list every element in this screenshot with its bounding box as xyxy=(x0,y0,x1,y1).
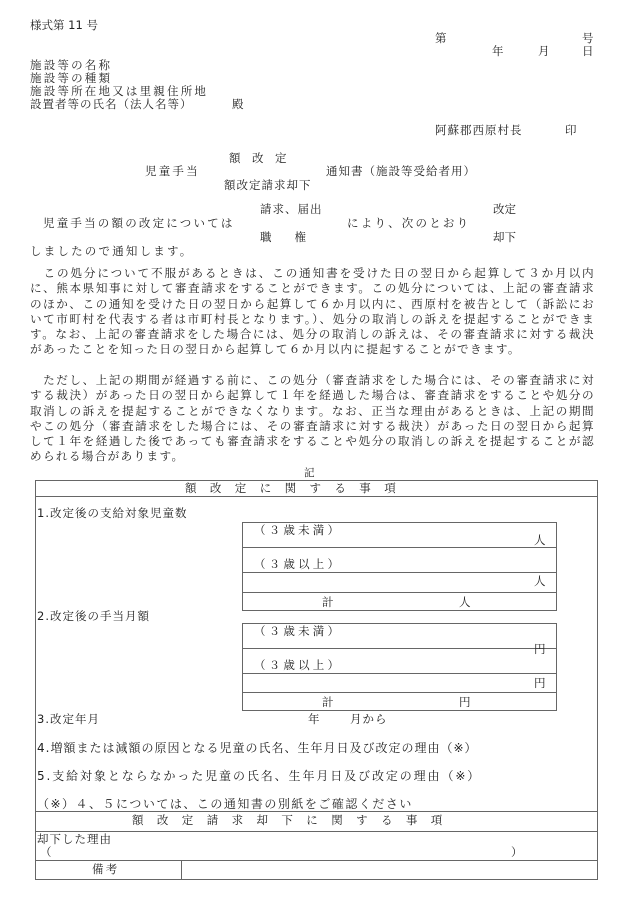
remarks-divider xyxy=(35,860,598,861)
monthly-amount-divider xyxy=(242,648,557,649)
monthly-amount-total-label: 計 xyxy=(322,695,334,709)
result-lower: 却下 xyxy=(493,230,516,244)
item1-label: 1.改定後の支給対象児童数 xyxy=(37,506,188,520)
revision-month-from: 月から xyxy=(350,712,388,726)
monthly-amount-over3-unit: 円 xyxy=(534,676,546,690)
monthly-amount-under3-label: （３歳未満） xyxy=(254,624,343,638)
rejection-reason-paren-open: （ xyxy=(40,845,52,859)
notice-paragraph-1: この処分について不服があるときは、この通知書を受けた日の翌日から起算して３か月以内に、熊本県知事に対して審査請求をすることができます。この処分については、上記の審査請求のほか、この通知を受けた日の翌日から起算して６か月以内に、西原村を被告として（訴訟において市町村を代表する者は市町村長となります。）、処分の取消しの訴えを提起することができます。なお、上記の審査請求をした場合には、処分の取消しの訴えは、その審査請求に対する裁決があったことを知った日の翌日から起算して６か月以内に提起することができます。 xyxy=(30,266,595,357)
operator-name-label: 設置者等の氏名（法人名等） xyxy=(30,97,193,111)
ki-mark: 記 xyxy=(304,467,315,479)
doc-number-suffix: 号 xyxy=(582,31,594,45)
child-count-divider xyxy=(242,547,557,548)
child-count-total-label: 計 xyxy=(322,595,334,609)
date-day: 日 xyxy=(582,44,594,58)
item5-label: 5.支給対象とならなかった児童の氏名、生年月日及び改定の理由（※） xyxy=(37,769,482,783)
monthly-amount-divider xyxy=(242,673,557,674)
basis-upper: 請求、届出 xyxy=(260,202,323,216)
child-count-divider xyxy=(242,592,557,593)
item2-label: 2.改定後の手当月額 xyxy=(37,609,150,623)
child-count-under3-unit: 人 xyxy=(534,533,546,547)
item4-label: 4.増額または減額の原因となる児童の氏名、生年月日及び改定の理由（※） xyxy=(37,741,478,755)
child-count-divider xyxy=(242,572,557,573)
child-count-over3-unit: 人 xyxy=(534,574,546,588)
revision-heading: 額改定に関する事項 xyxy=(185,481,410,495)
rejection-reason-label: 却下した理由 xyxy=(37,832,112,846)
notice-paragraph-2: ただし、上記の期間が経過する前に、この処分（審査請求をした場合には、その審査請求に対する裁決）があった日の翌日から起算して１年を経過した場合は、審査請求をすることや処分の取消しの訴えを提起することができなくなります。なお、正当な理由があるときは、上記の期間やこの処分（審査請求をした場合には、その審査請求に対する裁決）があった日の翌日から起算して１年を経過した後であっても審査請求をすることや処分の取消しの訴えを提起することが認められる場合があります。 xyxy=(30,373,595,464)
intro-middle: により、次のとおり xyxy=(347,216,471,230)
basis-lower: 職 権 xyxy=(260,230,306,244)
title-prefix: 児童手当 xyxy=(145,164,200,178)
rejection-heading-divider xyxy=(35,831,598,832)
facility-name-label: 施設等の名称 xyxy=(30,58,113,72)
issuer-name: 阿蘇郡西原村長 xyxy=(435,123,523,137)
revision-heading-divider xyxy=(35,496,598,497)
rejection-heading: 額改定請求却下に関する事項 xyxy=(132,813,456,827)
child-count-under3-label: （３歳未満） xyxy=(254,523,343,537)
rejection-reason-paren-close: ） xyxy=(511,845,523,859)
facility-type-label: 施設等の種類 xyxy=(30,71,113,85)
item3-label: 3.改定年月 xyxy=(37,712,100,726)
date-year: 年 xyxy=(492,44,504,58)
title-lower-option: 額改定請求却下 xyxy=(224,178,312,192)
date-month: 月 xyxy=(538,44,550,58)
remarks-label: 備考 xyxy=(92,862,120,876)
monthly-amount-divider xyxy=(242,692,557,693)
monthly-amount-under3-unit: 円 xyxy=(534,642,546,656)
honorific: 殿 xyxy=(232,97,244,111)
intro-lead: 児童手当の額の改定については xyxy=(43,216,235,230)
annex-note: （※）４、５については、この通知書の別紙をご確認ください xyxy=(37,797,413,811)
child-count-over3-label: （３歳以上） xyxy=(254,557,343,571)
revision-year: 年 xyxy=(308,712,320,726)
monthly-amount-over3-label: （３歳以上） xyxy=(254,658,343,672)
title-suffix: 通知書（施設等受給者用） xyxy=(326,164,476,178)
intro-closing: しましたので通知します。 xyxy=(30,244,194,258)
title-upper-option: 額 改 定 xyxy=(229,151,287,165)
doc-number-prefix: 第 xyxy=(435,31,447,45)
form-number: 様式第 11 号 xyxy=(30,18,98,32)
result-upper: 改定 xyxy=(493,202,516,216)
facility-address-label: 施設等所在地又は里親住所地 xyxy=(30,84,209,98)
seal-mark: 印 xyxy=(565,123,577,137)
child-count-total-unit: 人 xyxy=(459,595,471,609)
monthly-amount-total-unit: 円 xyxy=(459,695,471,709)
remarks-column-divider xyxy=(181,860,182,880)
